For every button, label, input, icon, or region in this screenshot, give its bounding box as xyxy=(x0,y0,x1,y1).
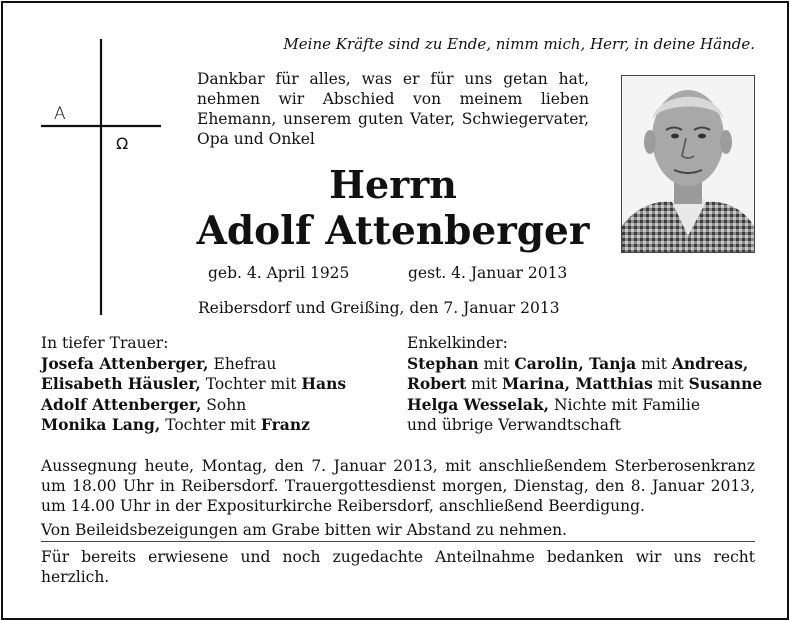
grandchild-name: Robert xyxy=(407,374,467,394)
salutation: Herrn xyxy=(329,162,457,207)
mourner-line xyxy=(41,395,346,416)
grandchildren-heading: Enkelkinder: xyxy=(407,334,508,352)
death-date: gest. 4. Januar 2013 xyxy=(408,264,568,282)
obituary-card xyxy=(1,1,789,620)
connector-text: mit xyxy=(636,354,672,373)
deceased-name: Adolf Attenberger xyxy=(196,208,590,254)
mourner-partner: Franz xyxy=(260,415,310,435)
mourner-line xyxy=(41,374,346,395)
condolence-note: Von Beileidsbezeigungen am Grabe bitten wir Abstand zu nehmen. xyxy=(41,521,568,539)
thanks-text: Für bereits erwiesene und noch zugedachte Anteilnahme bedanken wir uns recht herzlich. xyxy=(41,548,755,586)
mourner-relation: Ehefrau xyxy=(208,354,277,373)
mourner-name: Elisabeth Häusler, xyxy=(41,374,201,394)
service-text: Aussegnung heute, Montag, den 7. Januar 2013, mit anschließendem Sterberosenkranz um 18.00 Uhr in Reibersdorf. Trauergottesdienst morgen, Dienstag, den 8. Januar 2013, um 14.00 Uhr in der Expositurkirche Reibersdorf, anschließend Beerdigung. xyxy=(41,457,755,515)
place-and-date: Reibersdorf und Greißing, den 7. Januar 2013 xyxy=(198,299,560,317)
motto-quote: Meine Kräfte sind zu Ende, nimm mich, Herr, in deine Hände. xyxy=(283,35,755,53)
mourner-relation: Tochter mit xyxy=(200,375,302,394)
cross-icon xyxy=(39,37,169,317)
relative-name: Helga Wesselak, xyxy=(407,394,550,414)
grandchildren-line xyxy=(407,395,762,416)
connector-text: mit xyxy=(478,354,515,373)
mourner-relation: Sohn xyxy=(201,395,247,414)
grandchild-name: Marina, Matthias xyxy=(502,374,653,394)
mourner-name: Adolf Attenberger, xyxy=(41,394,202,414)
grandchildren-line xyxy=(407,415,762,436)
relative-relation: Nichte mit Familie xyxy=(549,395,700,414)
mourner-name: Josefa Attenberger, xyxy=(41,353,209,373)
grandchild-name: Susanne xyxy=(688,374,763,394)
mourner-partner: Hans xyxy=(301,374,347,394)
birth-date: geb. 4. April 1925 xyxy=(208,264,350,282)
grandchild-name: Carolin, Tanja xyxy=(514,353,637,373)
grandchildren-column xyxy=(407,333,762,436)
grandchildren-line xyxy=(407,354,762,375)
connector-text: mit xyxy=(466,375,502,394)
mourners-heading: In tiefer Trauer: xyxy=(41,334,169,352)
grandchild-name: Stephan xyxy=(407,353,479,373)
grandchild-name: Andreas, xyxy=(671,353,749,373)
mourners-column xyxy=(41,333,346,436)
divider-line xyxy=(41,541,755,542)
mourner-line xyxy=(41,415,346,436)
mourner-line xyxy=(41,354,346,375)
mourner-name: Monika Lang, xyxy=(41,415,161,435)
other-relatives: und übrige Verwandtschaft xyxy=(407,416,621,435)
connector-text: mit xyxy=(652,375,689,394)
omega-symbol: Ω xyxy=(116,134,129,153)
grandchildren-line xyxy=(407,374,762,395)
mourner-relation: Tochter mit xyxy=(160,416,261,435)
service-info xyxy=(41,456,755,540)
alpha-symbol: A xyxy=(54,104,66,124)
portrait-photo xyxy=(621,75,755,253)
intro-text: Dankbar für alles, was er für uns getan hat, nehmen wir Abschied von meinem lieben Ehemann, unserem guten Vater, Schwiegervater, Opa und Onkel xyxy=(197,70,589,148)
